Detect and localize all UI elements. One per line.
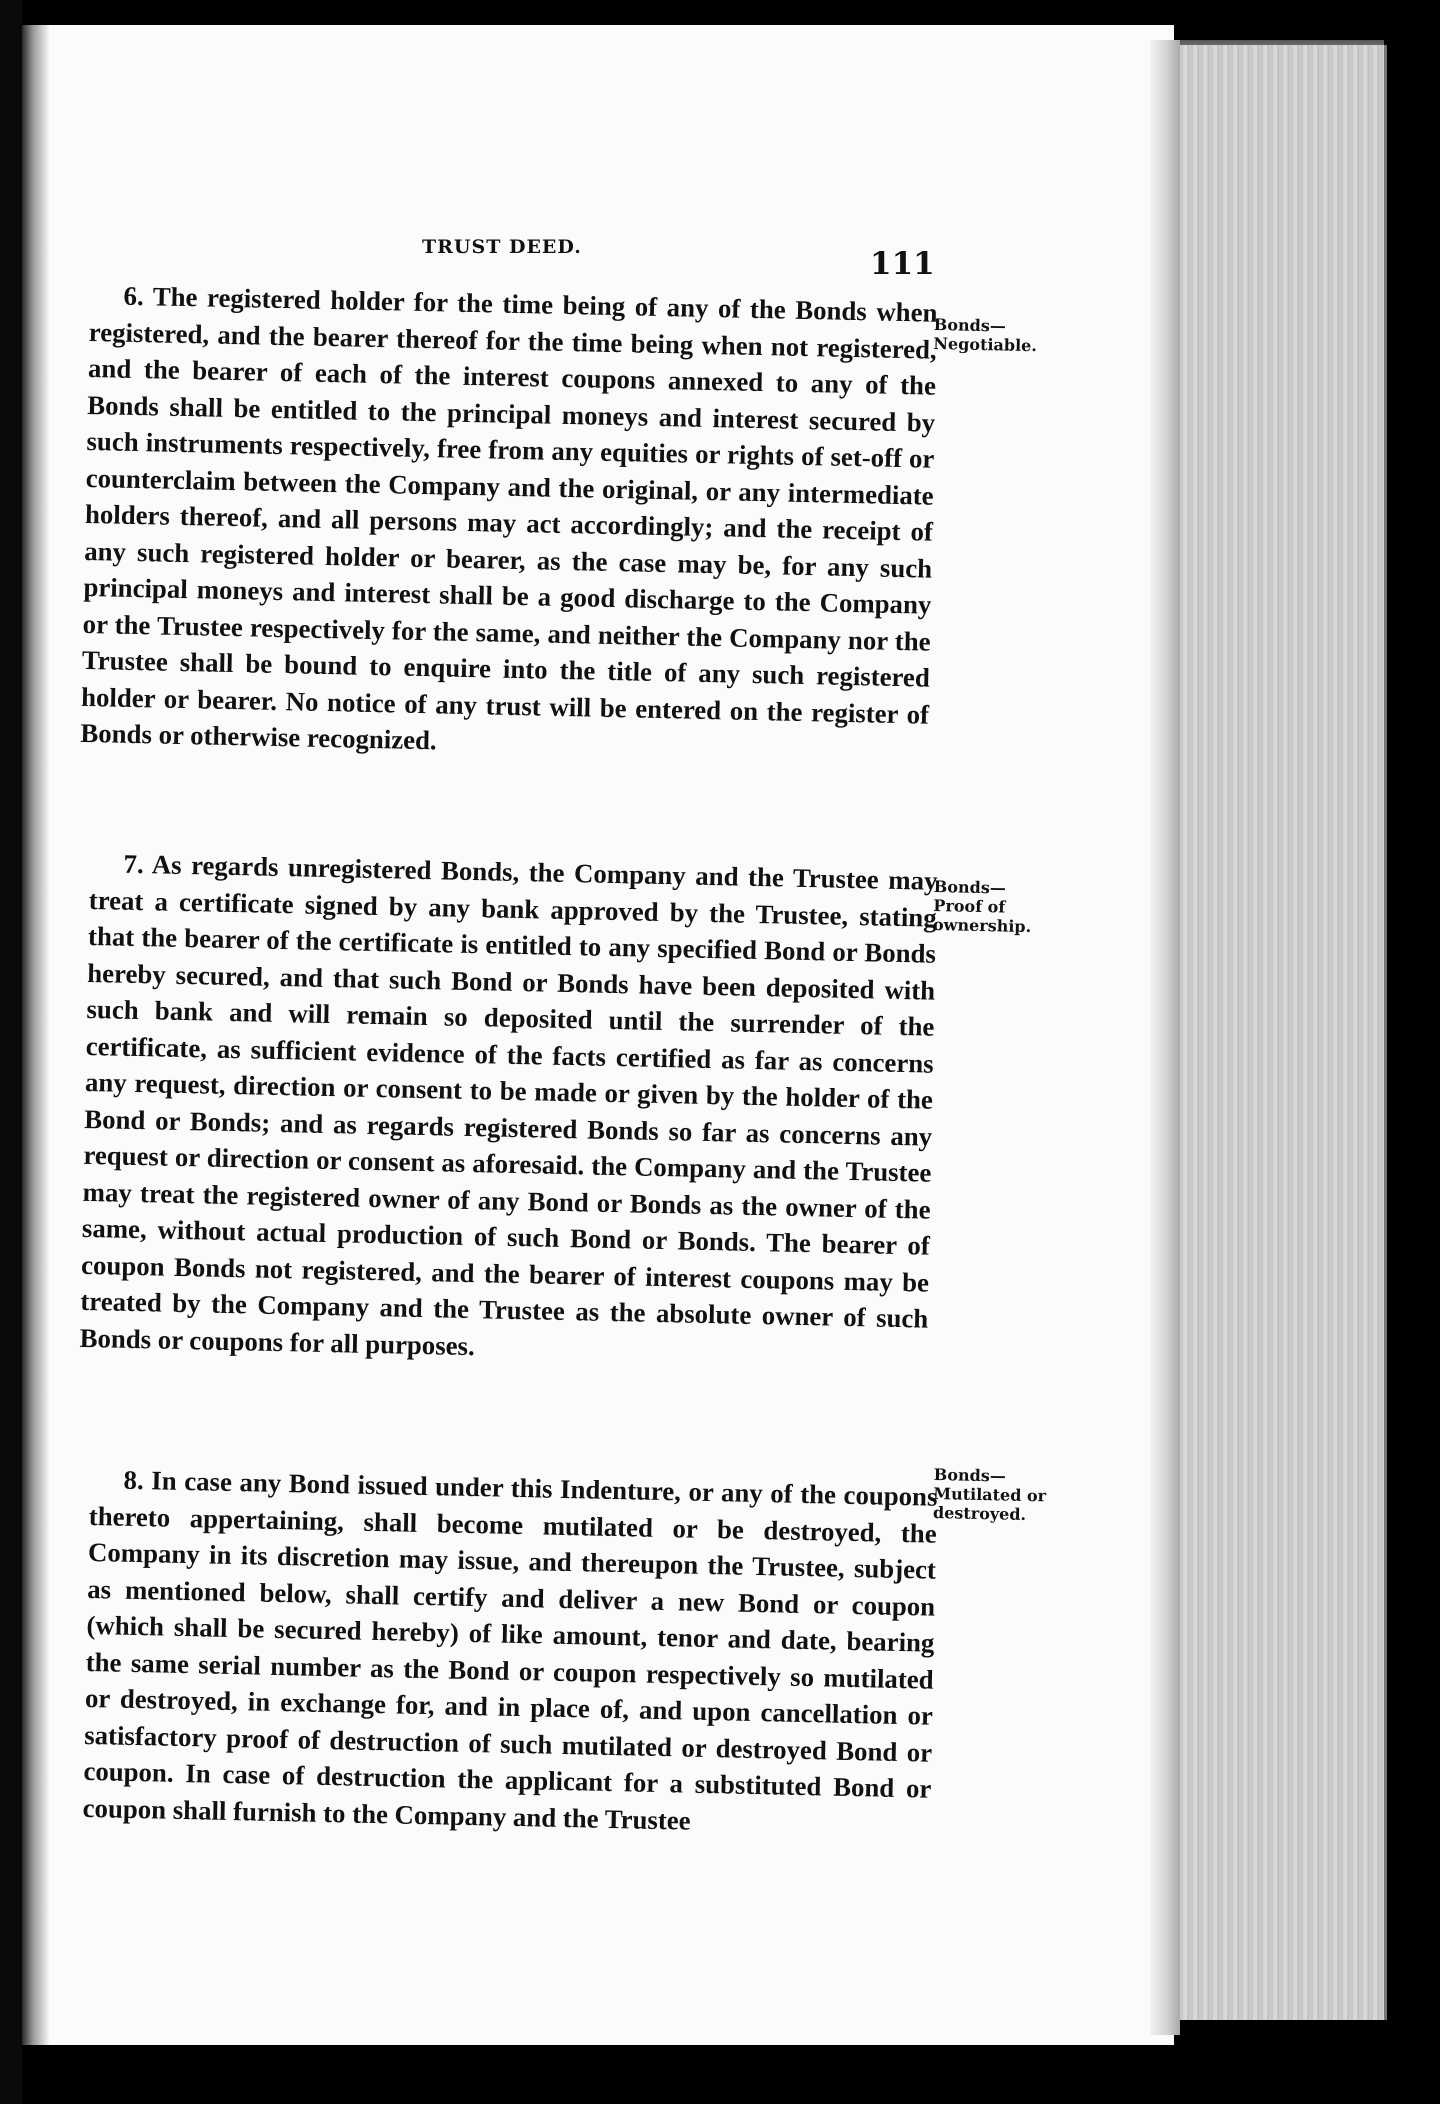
film-edge [0,0,22,2104]
paragraph-text: 7. As regards unregistered Bonds, the Company and the Trustee may treat a certificate signed by any bank approved by the Trustee, stating that the bearer of the certificate is entitled to any specified Bond or Bonds hereby secured, and that such Bond or Bonds have been deposited with such bank and will remain so deposited until the surrender of the certificate, as sufficient evidence of the facts certified as far as concerns any request, direction or consent to be made or given by the holder of the Bond or Bonds; and as regards registered Bonds so far as concerns any request or direction or consent as aforesaid. the Company and the Trustee may treat the registered owner of any Bond or Bonds as the owner of the same, without actual production of such Bond or Bonds. The bearer of coupon Bonds not registered, and the bearer of interest coupons may be treated by the Company and the Trustee as the absolute owner of such Bonds or coupons for all purposes. [79,848,938,1361]
page-number: 111 [870,246,935,282]
paragraph-6 [80,277,938,769]
book-fore-edge [1174,45,1387,2020]
margin-note-proof-of-ownership: Bonds— Proof of ownership. [932,877,1032,937]
margin-note-negotiable: Bonds— Negotiable. [933,315,1038,356]
page-fold [1150,40,1180,2035]
running-head: TRUST DEED. [422,236,582,258]
paragraph-8 [82,1461,937,1844]
book-page [22,25,1174,2045]
paragraph-text: 8. In case any Bond issued under this Indenture, or any of the coupons thereto appertaining, shall become mutilated or be destroyed, the Company in its discretion may issue, and thereupon the Trustee, subject as mentioned below, shall certify and deliver a new Bond or coupon (which shall be secured hereby) of like amount, tenor and date, bearing the same serial number as the Bond or coupon respectively so mutilated or destroyed, in exchange for, and in place of, and upon cancellation or satisfactory proof of destruction of such mutilated or destroyed Bond or coupon. In case of destruction the applicant for a substituted Bond or coupon shall furnish to the Company and the Trustee [82,1464,938,1836]
paragraph-text: 6. The registered holder for the time being of any of the Bonds when registered, and the bearer thereof for the time being when not registered, and the bearer of each of the interest coupons annexed to any of the Bonds shall be entitled to the principal moneys and interest secured by such instruments respectively, free from any equities or rights of set-off or counterclaim between the Company and the original, or any intermediate holders thereof, and all persons may act accordingly; and the receipt of any such registered holder or bearer, as the case may be, for any such principal moneys and interest shall be a good discharge to the Company or the Trustee respectively for the same, and neither the Company nor the Trustee shall be bound to enquire into the title of any such registered holder or bearer. No notice of any trust will be entered on the register of Bonds or otherwise recognized. [80,280,938,756]
margin-note-mutilated-or-destroyed: Bonds— Mutilated or destroyed. [932,1465,1047,1524]
paragraph-7 [79,845,938,1374]
gutter-shadow [22,25,50,2045]
page-header [22,236,1174,282]
